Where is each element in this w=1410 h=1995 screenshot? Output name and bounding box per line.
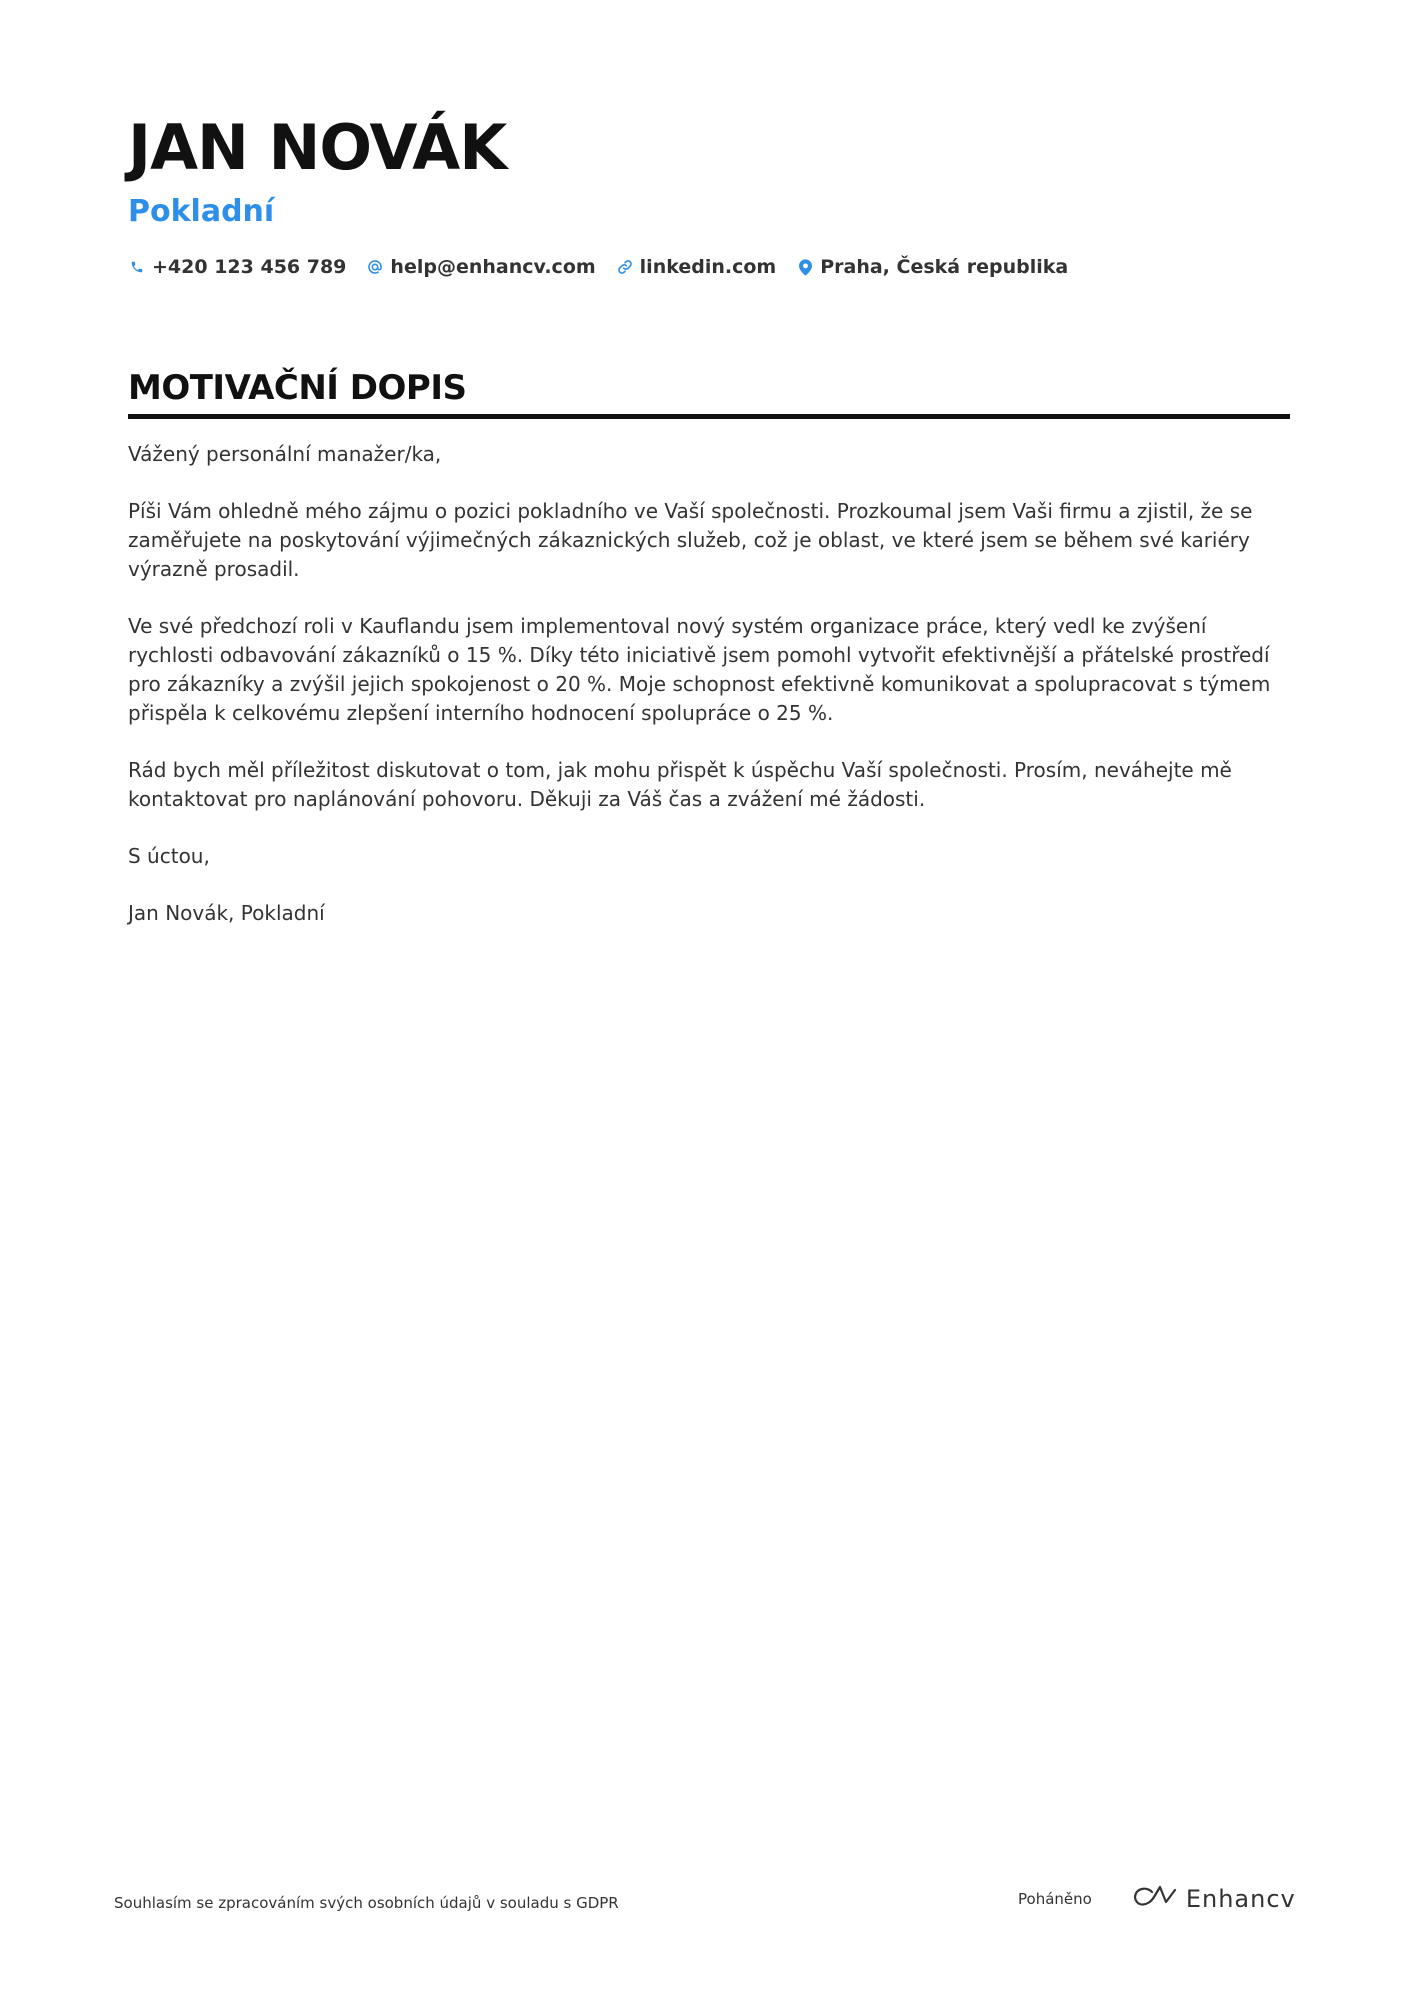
linkedin-text: linkedin.com bbox=[639, 256, 777, 278]
phone-text: +420 123 456 789 bbox=[152, 256, 347, 278]
powered-by-label: Poháněno bbox=[1018, 1890, 1092, 1908]
letter-signature: Jan Novák, Pokladní bbox=[128, 901, 325, 925]
contact-phone bbox=[128, 256, 346, 278]
letter-paragraph: Píši Vám ohledně mého zájmu o pozici pokladního ve Vaší společnosti. Prozkoumal jsem Vaši firmu a zjistil, že se zaměřujete na poskytování výjimečných zákaznických služeb, což je oblast, ve které jsem se během své kariéry výrazně prosadil. bbox=[128, 499, 1253, 581]
location-text: Praha, Česká republika bbox=[820, 256, 1069, 278]
contact-linkedin bbox=[616, 256, 777, 278]
brand-name: Enhancv bbox=[1185, 1885, 1296, 1913]
link-icon bbox=[616, 257, 634, 277]
gdpr-consent: Souhlasím se zpracováním svých osobních údajů v souladu s GDPR bbox=[114, 1894, 619, 1912]
email-text: help@enhancv.com bbox=[390, 256, 596, 278]
section-title: MOTIVAČNÍ DOPIS bbox=[128, 366, 1290, 419]
letter-greeting: Vážený personální manažer/ka, bbox=[128, 442, 442, 466]
contact-location bbox=[796, 256, 1068, 278]
contact-row bbox=[128, 256, 1288, 278]
brand-logo[interactable] bbox=[1132, 1884, 1296, 1914]
location-icon bbox=[796, 257, 814, 277]
at-icon bbox=[366, 257, 384, 277]
letter-body bbox=[128, 440, 1293, 956]
contact-email bbox=[366, 256, 595, 278]
letter-closing: S úctou, bbox=[128, 844, 210, 868]
enhancv-logo-icon bbox=[1132, 1884, 1178, 1914]
job-title: Pokladní bbox=[128, 194, 275, 229]
phone-icon bbox=[128, 257, 146, 277]
letter-paragraph: Ve své předchozí roli v Kauflandu jsem implementoval nový systém organizace práce, který vedl ke zvýšení rychlosti odbavování zákazníků o 15 %. Díky této iniciativě jsem pomohl vytvořit efektivnější a přátelské prostředí pro zákazníky a zvýšil jejich spokojenost o 20 %. Moje schopnost efektivně komunikovat a spolupracovat s týmem přispěla k celkovému zlepšení interního hodnocení spolupráce o 25 %. bbox=[128, 614, 1271, 725]
header bbox=[128, 108, 1288, 278]
footer-branding bbox=[1018, 1884, 1296, 1914]
applicant-name: JAN NOVÁK bbox=[128, 111, 507, 184]
letter-paragraph: Rád bych měl příležitost diskutovat o tom, jak mohu přispět k úspěchu Vaší společnosti. Prosím, neváhejte mě kontaktovat pro naplánování pohovoru. Děkuji za Váš čas a zvážení mé žádosti. bbox=[128, 758, 1232, 811]
